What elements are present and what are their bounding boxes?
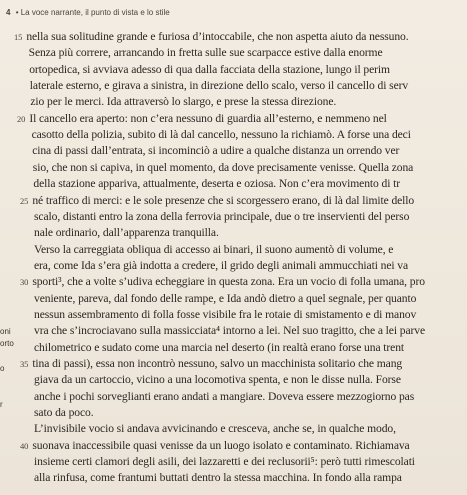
line-text: Verso la carreggiata obliqua di accesso ai binari, il suono aumentò di volume, e [34,242,394,256]
text-line [34,324,425,337]
line-text: alla rinfusa, come frantumi buttati dentro la stessa macchina. In fondo alla rampa [34,471,402,485]
line-text: casotto della polizia, subito di là dal cancello, nessuno la richiamò. A forse una deci [31,128,411,142]
text-line [34,406,94,419]
text-line [14,30,409,44]
text-line [33,161,413,174]
text-line [34,210,409,223]
text-line [34,455,415,468]
line-text: sato da poco. [34,406,94,420]
line-text: nessun assembramento di folla fosse visibile fra le rotaie di smistamento e di manov [34,307,417,321]
line-number: 35 [20,359,29,369]
line-text: Il cancello era aperto: non c’era nessuno di guardia all’esterno, e nemmeno nel [29,111,387,125]
text-line [34,422,396,435]
line-text: della stazione appariva, attualmente, deserta e oziosa. Non c’era movimento di tr [33,177,401,191]
line-text: anche i pochi sorveglianti erano andati a mangiare. Doveva essere mezzogiorno pas [34,389,415,403]
line-number: 15 [14,32,23,42]
page-header [6,8,170,17]
line-text: tina di passi), essa non incontrò nessuno, salvo un macchinista solitario che mang [32,357,403,370]
text-line [32,128,411,141]
line-number: 40 [20,440,29,451]
line-text: suonava inaccessibile quasi venisse da un luogo isolato e contaminato. Richiamava [32,438,410,452]
margin-note: orto [0,339,14,348]
line-text: nale ordinario, dall’apparenza tranquilla. [34,226,219,240]
line-number: 20 [17,113,26,124]
text-line [34,243,393,256]
line-text: sporti³, che a volte s’udiva echeggiare in questa zona. Era un vocio di folla umana, pro [32,275,425,289]
text-line [30,95,336,108]
text-line [34,259,408,272]
line-number: 25 [20,195,29,206]
text-line [34,308,416,321]
line-text: cina di passi dall’entrata, si incominciò a udire a qualche distanza un orrendo ver [32,144,400,158]
line-text: era, come Ida s’era già indotta a credere, il grido degli animali ammucchiati nei va [34,258,409,272]
line-text: vra che s’incrociavano sulla massicciata⁴ intorno a lei. Nel suo tragitto, che a lei parve [34,324,426,338]
text-line [20,357,402,371]
text-line [34,226,219,239]
text-line [20,194,414,208]
line-text: insieme certi clamori degli asili, dei lazzaretti e dei reclusorii⁵: però tutti rimescolati [34,455,415,469]
text-line [20,439,410,453]
margin-note: o [0,364,5,373]
line-text: chilometrico e sudato come una marcia nel deserto (in realtà erano forse una trent [34,340,405,354]
text-line [29,46,383,59]
text-line [29,63,390,76]
text-line [32,144,399,157]
line-text: né traffico di merci: e le sole presenze che si scorgessero erano, di là dal limite dello [32,193,415,207]
text-line [17,112,387,126]
section-title: • La voce narrante, il punto di vista e lo stile [15,8,170,17]
line-text: Senza più correre, arrancando in fretta sulle sue scarpacce estive dalla enorme [28,46,383,60]
text-line [34,471,402,484]
text-line [34,292,416,305]
margin-note: r [0,400,3,409]
text-line [34,373,401,386]
line-text: scalo, distanti entro la zona della ferrovia principale, due o tre inservienti del perso [34,209,410,223]
line-text: zio per le merci. Ida attraversò lo slargo, e prese la stessa direzione. [30,95,337,109]
text-line [34,390,414,403]
line-text: nella sua solitudine grande e furiosa d’intoccabile, che non aspetta aiuto da nessuno. [26,30,409,43]
line-text: giava da un cartoccio, vicino a una locomotiva spenta, e non le disse nulla. Forse [34,373,401,387]
text-line [33,177,400,190]
line-text: L’invisibile vocio si andava avvicinando e cresceva, anche se, in qualche modo, [34,422,396,436]
line-text: veniente, pareva, dal fondo delle rampe, e Ida andò dietro a quel segnale, per quanto [34,291,417,305]
text-line [30,79,408,92]
margin-note: oni [0,327,11,336]
line-number: 30 [20,277,29,288]
text-line [34,341,404,354]
line-text: sio, che non si capiva, in quel momento, da dove precisamente venisse. Quella zona [32,160,414,174]
text-line [20,275,425,289]
line-text: ortopedica, si avviava adesso di qua dalla facciata della stazione, lungo il perim [29,62,390,76]
section-number: 4 [6,8,11,17]
line-text: laterale esterno, e girava a sinistra, in direzione dello scalo, verso il cancello di serv [29,79,409,93]
